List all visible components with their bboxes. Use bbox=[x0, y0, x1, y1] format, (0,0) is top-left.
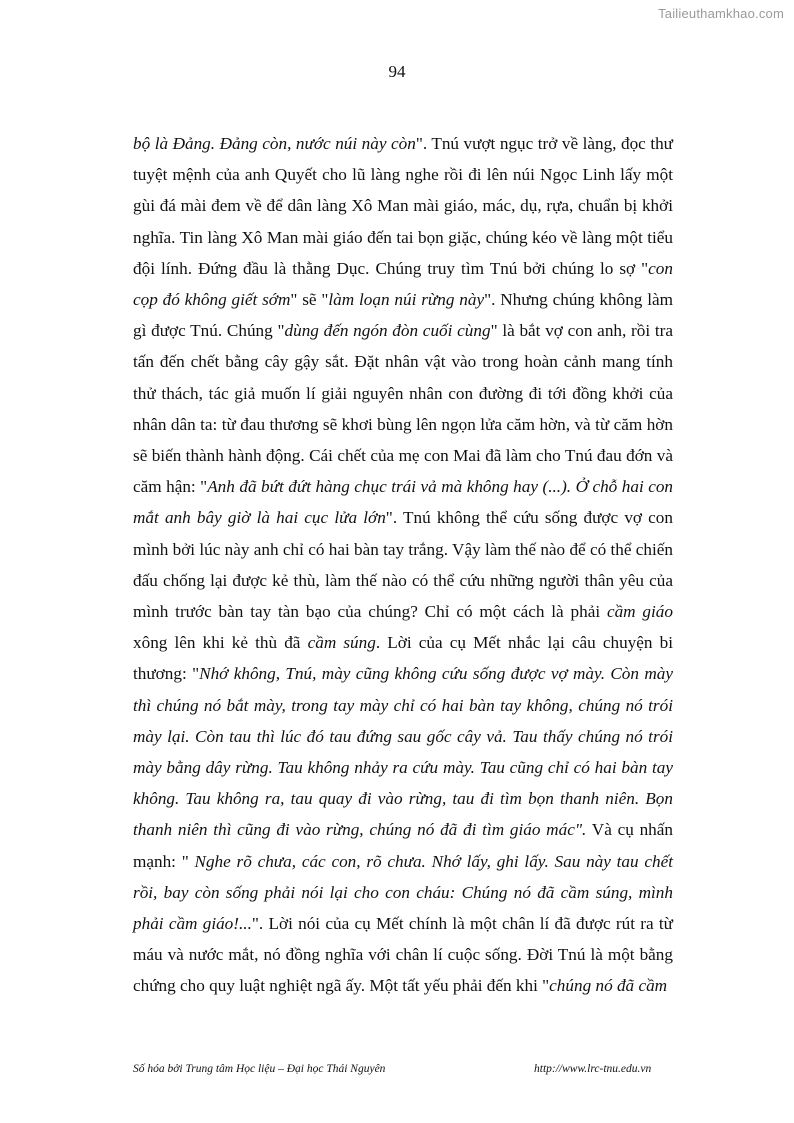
footer-url: http://www.lrc-tnu.edu.vn bbox=[534, 1063, 652, 1075]
italic-text-segment: làm loạn núi rừng này bbox=[328, 290, 485, 310]
footer-source: Số hóa bởi Trung tâm Học liệu – Đại học Thái Nguyên bbox=[133, 1063, 386, 1075]
italic-text-segment: Nhớ không, Tnú, mày cũng không cứu sống được vợ mày. Còn mày thì chúng nó bắt mày, trong tay mày chỉ có hai bàn tay không, chúng nó trói mày lại. Còn tau thì lúc đó tau đứng sau gốc cây vả. Tau thấy chúng nó trói mày bằng dây rừng. Tau không nhảy ra cứu mày. Tau cũng chỉ có hai bàn tay không. Tau không ra, tau quay đi vào rừng, tau đi tìm bọn thanh niên. Bọn thanh niên thì cũng đi vào rừng, chúng nó đã đi tìm giáo mác". bbox=[133, 664, 673, 840]
italic-text-segment: dùng đến ngón đòn cuối cùng bbox=[284, 321, 491, 341]
italic-text-segment: cầm giáo bbox=[606, 602, 673, 622]
text-segment: " là bắt vợ con anh, rồi tra tấn đến chết bằng cây gậy sắt. Đặt nhân vật vào trong hoàn cảnh mang tính thử thách, tác giả muốn lí giải nguyên nhân con đường đi tới đồng khởi của nhân dân ta: từ đau thương sẽ khơi bùng lên ngọn lửa căm hờn, và từ căm hờn sẽ biến thành hành động. Cái chết của mẹ con Mai đã làm cho Tnú đau đớn và căm hận: " bbox=[133, 321, 674, 497]
paragraph bbox=[133, 128, 673, 1002]
text-segment: Và cụ nhấn mạnh: " bbox=[133, 820, 673, 871]
italic-text-segment: chúng nó đã cầm bbox=[549, 976, 668, 996]
body-text bbox=[133, 128, 673, 1002]
text-segment: ". Lời nói của cụ Mết chính là một chân lí đã được rút ra từ máu và nước mắt, nó đồng nghĩa với chân lí cuộc sống. Đời Tnú là một bằng chứng cho quy luật nghiệt ngã ấy. Một tất yếu phải đến khi " bbox=[133, 914, 673, 996]
text-segment: ". Nhưng chúng không làm gì được Tnú. Chúng " bbox=[133, 290, 673, 341]
watermark: Tailieuthamkhao.com bbox=[658, 6, 784, 21]
italic-text-segment: Anh đã bứt đứt hàng chục trái vả mà không hay (...). Ở chỗ hai con mắt anh bây giờ là hai cục lửa lớn bbox=[133, 477, 674, 528]
text-segment: " sẽ " bbox=[290, 290, 329, 310]
italic-text-segment: bộ là Đảng. Đảng còn, nước núi này còn bbox=[133, 134, 416, 153]
text-segment: xông lên khi kẻ thù đã bbox=[133, 633, 308, 653]
text-segment: ". Tnú vượt ngục trở về làng, đọc thư tuyệt mệnh của anh Quyết cho lũ làng nghe rồi đi lên núi Ngọc Linh lấy một gùi đá mài đem về để dân làng Xô Man mài giáo, mác, dụ, rựa, chuẩn bị khởi nghĩa. Tin làng Xô Man mài giáo đến tai bọn giặc, chúng kéo về làng một tiểu đội lính. Đứng đầu là thằng Dục. Chúng truy tìm Tnú bởi chúng lo sợ " bbox=[133, 134, 674, 278]
italic-text-segment: con cọp đó không giết sớm bbox=[133, 258, 673, 310]
page-number: 94 bbox=[388, 62, 406, 81]
text-segment: . Lời của cụ Mết nhắc lại câu chuyện bi thương: " bbox=[133, 633, 673, 684]
italic-text-segment: Nghe rõ chưa, các con, rõ chưa. Nhớ lấy, ghi lấy. Sau này tau chết rồi, bay còn sống phải nói lại cho con cháu: Chúng nó đã cầm súng, mình phải cầm giáo!... bbox=[133, 851, 673, 934]
text-segment: ". Tnú không thể cứu sống được vợ con mình bởi lúc này anh chỉ có hai bàn tay trắng. Vậy làm thế nào để có thể chiến đấu chống lại được kẻ thù, làm thế nào có thể cứu những người thân yêu của mình trước bàn tay tàn bạo của chúng? Chỉ có một cách là phải bbox=[133, 508, 673, 622]
italic-text-segment: cầm súng bbox=[307, 633, 376, 653]
